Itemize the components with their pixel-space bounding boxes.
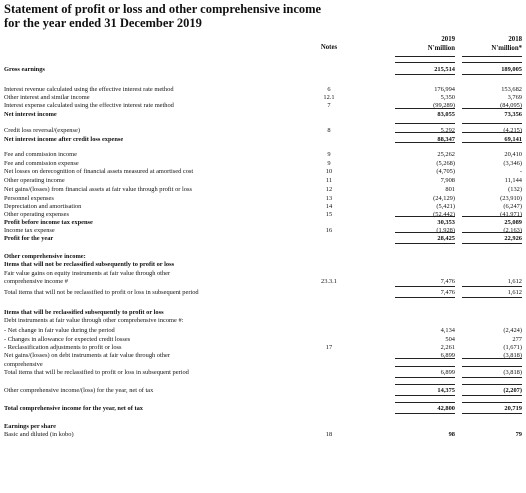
- value-2019: 14,375: [437, 387, 455, 394]
- year-2019-header: 2019: [441, 36, 455, 43]
- row-label: Items that will be reclassified subsequently to profit or loss: [4, 309, 164, 316]
- row-label: Credit loss reversal/(expense): [4, 127, 80, 134]
- value-2018: (3,818): [503, 369, 522, 376]
- value-2019: 7,908: [440, 177, 455, 184]
- value-2018: 79: [515, 431, 522, 438]
- row-note: 9: [327, 160, 331, 167]
- total-rule-2019: [395, 62, 455, 63]
- table-row: [0, 369, 526, 377]
- table-row: [0, 195, 526, 203]
- value-2018: (2,163): [503, 227, 522, 234]
- total-rule-2018: [462, 243, 522, 244]
- total-rule-2019: [395, 123, 455, 124]
- value-2019: 7,476: [440, 278, 455, 285]
- row-label: Other operating expenses: [4, 211, 69, 218]
- value-2019: 42,800: [437, 405, 455, 412]
- table-row: [0, 127, 526, 135]
- row-note: 16: [325, 227, 333, 234]
- value-2019: 5,350: [440, 94, 455, 101]
- total-rule-2019: [395, 108, 455, 109]
- total-rule-2019: [395, 402, 455, 403]
- table-row: [0, 111, 526, 119]
- value-2019: 4,134: [440, 327, 455, 334]
- value-2018: 153,682: [501, 86, 522, 93]
- total-rule-2018: [462, 402, 522, 403]
- value-2018: (132): [508, 186, 522, 193]
- row-label: - Net change in fair value during the period: [4, 327, 115, 334]
- value-2019: 215,514: [434, 66, 455, 73]
- total-rule-2019: [395, 74, 455, 75]
- value-2019: 98: [448, 431, 455, 438]
- total-rule-2019: [395, 395, 455, 396]
- total-rule-2019: [395, 358, 455, 359]
- total-rule-2019: [395, 142, 455, 143]
- row-note: 11: [325, 177, 333, 184]
- row-label: Net gains/(losses) from financial assets at fair value through profit or loss: [4, 186, 192, 193]
- value-2019: (24,129): [433, 195, 455, 202]
- total-rule-2019: [395, 243, 455, 244]
- value-2019: (99,289): [433, 102, 455, 109]
- row-label: Other interest and similar income: [4, 94, 90, 101]
- row-label: Other comprehensive income/(loss) for the year, net of tax: [4, 387, 154, 394]
- row-note: 17: [325, 344, 333, 351]
- total-rule-2018: [462, 395, 522, 396]
- total-rule-2018: [462, 62, 522, 63]
- row-label: - Changes in allowance for expected credit losses: [4, 336, 131, 343]
- row-label: Net interest income: [4, 111, 57, 118]
- value-2018: (84,095): [500, 102, 522, 109]
- row-note: 18: [325, 431, 333, 438]
- value-2019: 801: [445, 186, 455, 193]
- row-label: Depreciation and amortisation: [4, 203, 82, 210]
- row-note: 8: [327, 127, 331, 134]
- row-label: Other operating income: [4, 177, 65, 184]
- table-row: [0, 423, 526, 431]
- value-2018: (4,215): [503, 127, 522, 134]
- row-note: 7: [327, 102, 331, 109]
- row-label: Income tax expense: [4, 227, 55, 234]
- table-row: [0, 317, 526, 325]
- total-rule-2018: [462, 377, 522, 378]
- value-2019: 6,899: [440, 352, 455, 359]
- value-2018: 11,144: [504, 177, 522, 184]
- table-row: [0, 405, 526, 413]
- total-rule-2018: [462, 216, 522, 217]
- table-row: [0, 235, 526, 243]
- total-rule-2018: [462, 74, 522, 75]
- row-note: 14: [325, 203, 333, 210]
- table-row: [0, 309, 526, 317]
- value-2019: 5,292: [440, 127, 455, 134]
- row-label: Total items that will be reclassified to profit or loss in subsequent period: [4, 369, 189, 376]
- value-2018: 189,005: [501, 66, 522, 73]
- row-label: Fee and commission expense: [4, 160, 79, 167]
- total-rule-2019: [395, 366, 455, 367]
- row-note: 23.3.1: [321, 278, 337, 285]
- notes-column-header: Notes: [320, 44, 338, 51]
- total-rule-2019: [395, 216, 455, 217]
- value-2018: 3,769: [507, 94, 522, 101]
- row-label: Net gains/(losses) on debt instruments at fair value through other: [4, 352, 170, 359]
- total-rule-2018: [462, 108, 522, 109]
- value-2018: (6,247): [503, 203, 522, 210]
- value-2018: (2,207): [503, 387, 522, 394]
- row-label: Fee and commission income: [4, 151, 77, 158]
- total-rule-2019: [395, 377, 455, 378]
- total-rule-2019: [395, 384, 455, 385]
- row-label: - Reclassification adjustments to profit or loss: [4, 344, 122, 351]
- row-note: 12: [325, 186, 333, 193]
- statement-title: Statement of profit or loss and other comprehensive income: [4, 2, 322, 16]
- table-row: [0, 219, 526, 227]
- row-note: 12.1: [323, 94, 335, 101]
- table-row: [0, 227, 526, 235]
- value-2018: 20,410: [504, 151, 522, 158]
- total-rule-2018: [462, 366, 522, 367]
- table-row: [0, 66, 526, 74]
- row-note: 10: [325, 168, 333, 175]
- value-2019: (4,705): [436, 168, 455, 175]
- total-rule-2019: [395, 297, 455, 298]
- row-note: 13: [325, 195, 333, 202]
- table-row: [0, 261, 526, 269]
- table-row: [0, 344, 526, 352]
- value-2019: 7,476: [440, 289, 455, 296]
- table-row: [0, 186, 526, 194]
- value-2019: (5,268): [436, 160, 455, 167]
- row-label: comprehensive: [4, 361, 43, 368]
- row-label: Gross earnings: [4, 66, 45, 73]
- header-rule-2019: [395, 56, 455, 57]
- total-rule-2018: [462, 384, 522, 385]
- table-row: [0, 361, 526, 369]
- total-rule-2019: [395, 413, 455, 414]
- table-row: [0, 94, 526, 102]
- value-2019: 30,353: [437, 219, 455, 226]
- value-2019: 6,899: [440, 369, 455, 376]
- value-2018: 1,612: [507, 289, 522, 296]
- table-row: [0, 431, 526, 439]
- row-note: 15: [325, 211, 333, 218]
- table-row: [0, 203, 526, 211]
- value-2018: (2,424): [503, 327, 522, 334]
- row-label: Basic and diluted (in kobo): [4, 431, 74, 438]
- total-rule-2018: [462, 123, 522, 124]
- total-rule-2019: [395, 232, 455, 233]
- row-label: Profit for the year: [4, 235, 54, 242]
- value-2018: 25,089: [504, 219, 522, 226]
- table-row: [0, 211, 526, 219]
- total-rule-2019: [395, 286, 455, 287]
- table-row: [0, 151, 526, 159]
- row-label: Net interest income after credit loss expense: [4, 136, 124, 143]
- value-2019: 504: [445, 336, 455, 343]
- row-label: Total comprehensive income for the year, net of tax: [4, 405, 143, 412]
- row-note: 6: [327, 86, 331, 93]
- value-2018: 22,926: [504, 235, 522, 242]
- row-label: Other comprehensive income:: [4, 253, 86, 260]
- value-2019: (52,442): [433, 211, 455, 218]
- value-2018: -: [519, 168, 522, 175]
- table-row: [0, 270, 526, 278]
- row-label: Items that will not be reclassified subsequently to profit or loss: [4, 261, 175, 268]
- table-row: [0, 86, 526, 94]
- total-rule-2018: [462, 297, 522, 298]
- row-label: Fair value gains on equity instruments at fair value through other: [4, 270, 171, 277]
- table-row: [0, 387, 526, 395]
- row-label: comprehensive income #: [4, 278, 68, 285]
- table-row: [0, 253, 526, 261]
- value-2019: 176,994: [434, 86, 455, 93]
- row-label: Net losses on derecognition of financial assets measured at amortised cost: [4, 168, 194, 175]
- value-2019: (5,421): [436, 203, 455, 210]
- row-label: Profit before income tax expense: [4, 219, 93, 226]
- row-label: Interest revenue calculated using the effective interest rate method: [4, 86, 174, 93]
- value-2018: (41,971): [500, 211, 522, 218]
- table-row: [0, 289, 526, 297]
- statement-period: for the year ended 31 December 2019: [4, 16, 202, 30]
- total-rule-2018: [462, 232, 522, 233]
- value-2018: (1,671): [503, 344, 522, 351]
- row-label: Earnings per share: [4, 423, 56, 430]
- header-rule-2018: [462, 56, 522, 57]
- total-rule-2019: [395, 132, 455, 133]
- row-label: Debt instruments at fair value through other comprehensive income #:: [4, 317, 184, 324]
- value-2019: 88,347: [437, 136, 455, 143]
- table-row: [0, 168, 526, 176]
- total-rule-2018: [462, 413, 522, 414]
- row-label: Personnel expenses: [4, 195, 54, 202]
- value-2019: 2,261: [440, 344, 455, 351]
- value-2018: (3,346): [503, 160, 522, 167]
- value-2018: (3,818): [503, 352, 522, 359]
- unit-2018-header: N'million*: [491, 45, 522, 52]
- year-2018-header: 2018: [508, 36, 522, 43]
- value-2019: 83,055: [437, 111, 455, 118]
- row-note: 9: [327, 151, 331, 158]
- value-2019: 25,262: [437, 151, 455, 158]
- table-row: [0, 278, 526, 286]
- value-2018: 20,719: [504, 405, 522, 412]
- row-label: Interest expense calculated using the effective interest rate method: [4, 102, 174, 109]
- value-2019: 28,425: [437, 235, 455, 242]
- total-rule-2018: [462, 286, 522, 287]
- value-2019: (1,928): [436, 227, 455, 234]
- table-row: [0, 177, 526, 185]
- total-rule-2018: [462, 358, 522, 359]
- value-2018: 1,612: [507, 278, 522, 285]
- table-row: [0, 160, 526, 168]
- value-2018: 277: [512, 336, 522, 343]
- total-rule-2018: [462, 132, 522, 133]
- value-2018: 69,141: [504, 136, 522, 143]
- table-row: [0, 336, 526, 344]
- table-row: [0, 327, 526, 335]
- value-2018: 73,356: [504, 111, 522, 118]
- value-2018: (23,910): [500, 195, 522, 202]
- unit-2019-header: N'million: [427, 45, 455, 52]
- total-rule-2018: [462, 142, 522, 143]
- row-label: Total items that will not be reclassified to profit or loss in subsequent period: [4, 289, 199, 296]
